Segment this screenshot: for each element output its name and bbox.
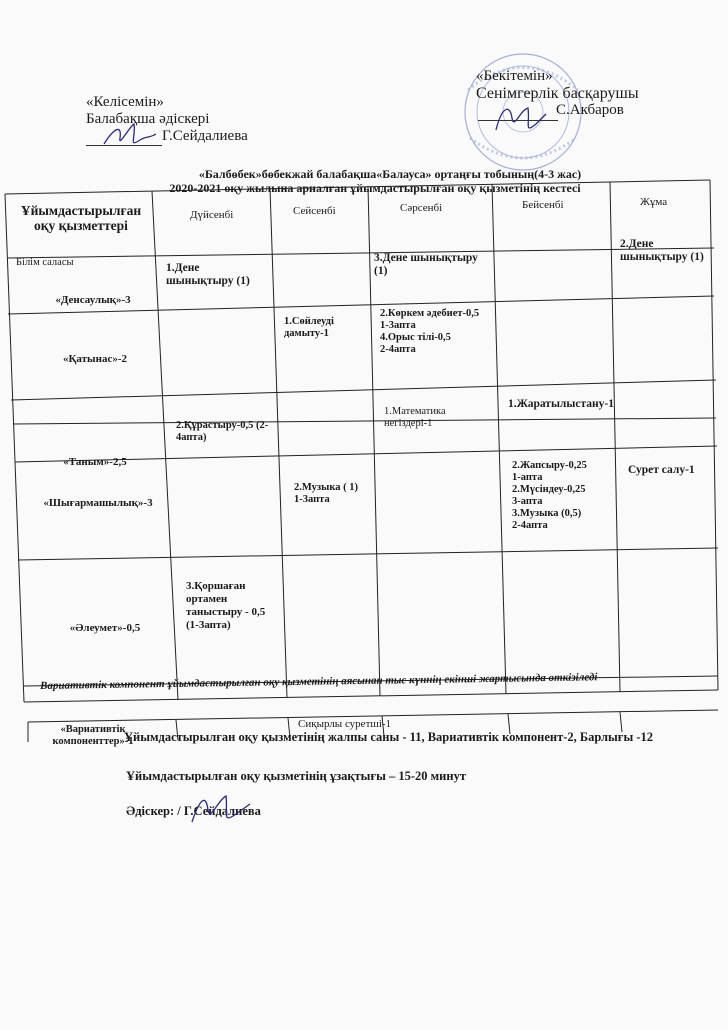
cell-creativity-thursday: 2.Жапсыру-0,25 1-апта 2.Мүсіндеу-0,25 3-апта 3.Музыка (0,5) 2-4апта xyxy=(512,460,587,531)
cell-knowledge-thursday: 1.Жаратылыстану-1 xyxy=(508,398,614,410)
cell-health-wednesday: 3.Дене шынықтыру (1) xyxy=(374,252,478,277)
area-health: «Денсаулық»-3 xyxy=(55,294,131,306)
approval-left-label: «Келісемін» xyxy=(86,94,164,110)
day-thursday: Бейсенбі xyxy=(522,199,564,211)
cell-communication-wednesday: 2.Көркем әдебиет-0,5 1-3апта 4.Орыс тілі-0,5 2-4апта xyxy=(380,308,480,355)
approval-left-role: Балабақша әдіскері xyxy=(86,111,210,127)
summary-total: Ұйымдастырылған оқу қызметінің жалпы саны - 11, Вариативтік компонент-2, Барлығы -12 xyxy=(124,730,654,744)
approval-left-name: Г.Сейдалиева xyxy=(162,128,248,144)
day-wednesday: Сәрсенбі xyxy=(400,202,443,214)
variative-tuesday: Сиқырлы суретші-1 xyxy=(298,718,392,730)
area-social: «Әлеумет»-0,5 xyxy=(69,622,141,634)
schedule-title-line2: 2020-2021 оқу жылына арналған ұйымдастырылған оқу қызметінің кестесі xyxy=(169,181,581,195)
cell-creativity-tuesday: 2.Музыка ( 1) 1-3апта xyxy=(294,482,358,505)
area-communication: «Қатынас»-2 xyxy=(62,353,128,365)
area-knowledge: «Таным»-2,5 xyxy=(63,456,127,468)
schedule-title-line1: «Балбөбек»бөбекжай балабақша«Балауса» ортаңғы тобының(4-3 жас) xyxy=(198,167,582,181)
cell-creativity-friday: Сурет салу-1 xyxy=(628,464,695,476)
cell-health-friday: 2.Дене шынықтыру (1) xyxy=(620,238,704,263)
variative-note: Вариативтік компонент ұйымдастырылған оқу қызметінің аясынан тыс күннің екінші жартысында өткізіледі xyxy=(40,671,598,692)
approval-right-role: Сенімгерлік басқарушы xyxy=(476,85,639,102)
cell-knowledge-wednesday: 1.Математика негіздері-1 xyxy=(384,406,446,429)
day-tuesday: Сейсенбі xyxy=(293,205,336,217)
cell-social-monday: 3.Қоршаған ортамен таныстыру - 0,5 (1-3апта) xyxy=(186,580,266,631)
cell-knowledge-monday: 2.Құрастыру-0,5 (2-4апта) xyxy=(176,420,269,443)
cell-health-monday: 1.Дене шынықтыру (1) xyxy=(166,262,250,287)
methodist-signature xyxy=(186,790,256,830)
approval-right-name: С.Акбаров xyxy=(556,102,624,118)
variative-label: «Вариативтік компоненттер»-1 xyxy=(52,724,134,747)
approval-right-label: «Бекітемін» xyxy=(476,68,553,84)
header-area: Білім саласы xyxy=(16,257,74,268)
day-friday: Жұма xyxy=(640,196,668,208)
header-activities: Ұйымдастырылған оқу қызметтері xyxy=(20,203,142,233)
cell-communication-tuesday: 1.Сөйлеуді дамыту-1 xyxy=(284,316,334,339)
summary-methodist: Әдіскер: / Г.Сейдалиева xyxy=(126,804,261,818)
area-creativity: «Шығармашылық»-3 xyxy=(43,497,153,509)
day-monday: Дүйсенбі xyxy=(190,209,234,221)
summary-duration: Ұйымдастырылған оқу қызметінің ұзақтығы – 15-20 минут xyxy=(126,769,466,783)
